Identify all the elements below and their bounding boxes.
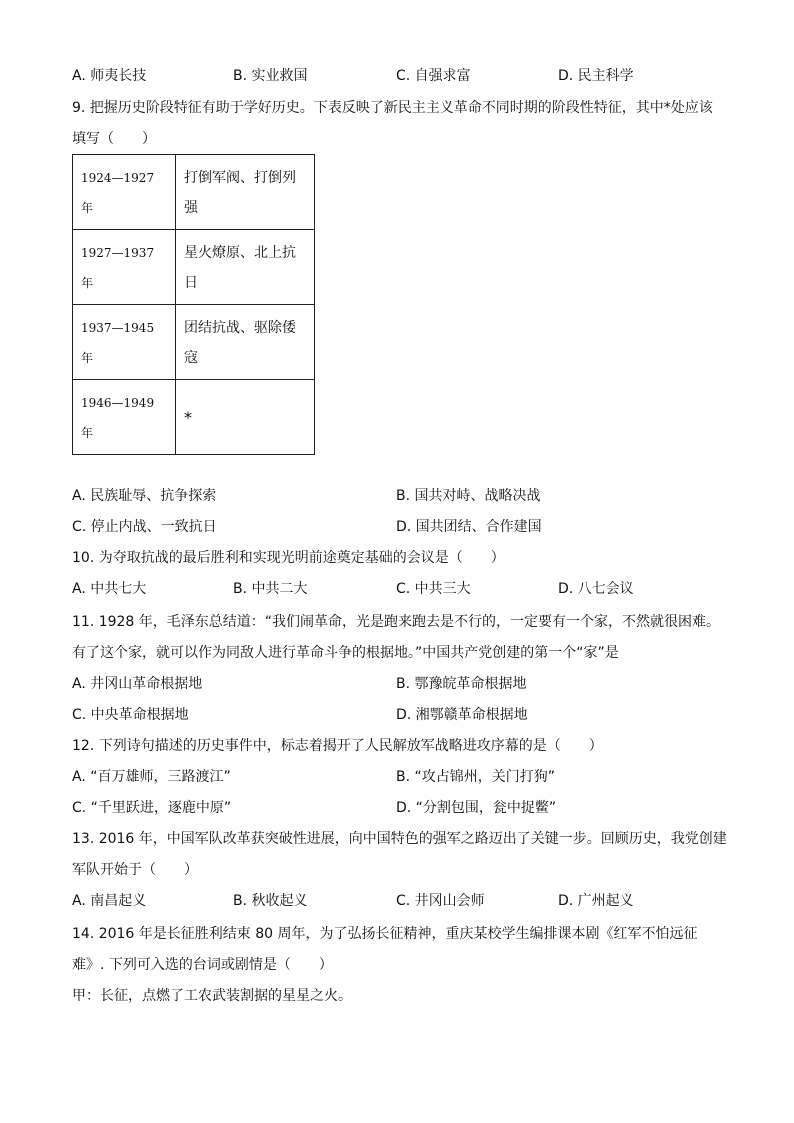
q11-option-b: B. 鄂豫皖革命根据地 <box>396 676 527 692</box>
year-range: 1946—1949 <box>81 396 155 410</box>
q9-table <box>72 154 315 455</box>
q12-option-a: A. “百万雄师，三路渡江” <box>72 769 231 785</box>
desc-line1: 星火燎原、北上抗 <box>184 245 296 261</box>
q10-option-a: A. 中共七大 <box>72 581 147 597</box>
year-suffix: 年 <box>81 426 94 440</box>
year-suffix: 年 <box>81 201 94 215</box>
year-suffix: 年 <box>81 276 94 290</box>
q11-stem-line2: 有了这个家，就可以作为同敌人进行革命斗争的根据地。”中国共产党创建的第一个“家”是 <box>72 645 619 661</box>
q9-option-b: B. 国共对峙、战略决战 <box>396 488 541 504</box>
desc-line2: 强 <box>184 200 198 216</box>
q8-option-a: A. 师夷长技 <box>72 68 147 84</box>
q9-option-a: A. 民族耻辱、抗争探索 <box>72 488 217 504</box>
year-range: 1927—1937 <box>81 246 155 260</box>
year-suffix: 年 <box>81 351 94 365</box>
table-cell-year <box>73 380 176 455</box>
q9-stem-line1: 9. 把握历史阶段特征有助于学好历史。下表反映了新民主主义革命不同时期的阶段性特征，其中*处应该 <box>72 100 713 116</box>
table-cell-desc <box>176 305 315 380</box>
q10-option-d: D. 八七会议 <box>558 581 634 597</box>
table-row <box>73 230 315 305</box>
q10-stem: 10. 为夺取抗战的最后胜利和实现光明前途奠定基础的会议是（ ） <box>72 550 505 566</box>
q12-option-d: D. “分割包围，瓮中捉鳖” <box>396 800 557 816</box>
table-cell-year <box>73 305 176 380</box>
q11-option-c: C. 中央革命根据地 <box>72 707 189 723</box>
q9-stem-line2: 填写（ ） <box>72 131 156 147</box>
q8-option-b: B. 实业救国 <box>233 68 308 84</box>
q14-stem-line1: 14. 2016 年是长征胜利结束 80 周年，为了弘扬长征精神，重庆某校学生编排课本剧《红军不怕远征 <box>72 926 698 942</box>
desc-line1: 打倒军阀、打倒列 <box>184 170 296 186</box>
q12-option-c: C. “千里跃进，逐鹿中原” <box>72 800 232 816</box>
q14-stem-line3: 甲：长征，点燃了工农武装割据的星星之火。 <box>72 988 352 1004</box>
q12-stem: 12. 下列诗句描述的历史事件中，标志着揭开了人民解放军战略进攻序幕的是（ ） <box>72 738 603 754</box>
q9-option-d: D. 国共团结、合作建国 <box>396 519 542 535</box>
desc-line1: 团结抗战、驱除倭 <box>184 320 296 336</box>
q8-option-d: D. 民主科学 <box>558 68 634 84</box>
desc-line2: 日 <box>184 275 198 291</box>
table-cell-blank <box>176 380 315 455</box>
q13-option-d: D. 广州起义 <box>558 893 634 909</box>
table-row <box>73 380 315 455</box>
table-row <box>73 155 315 230</box>
year-range: 1924—1927 <box>81 171 155 185</box>
q12-option-b: B. “攻占锦州，关门打狗” <box>396 769 556 785</box>
q11-option-d: D. 湘鄂赣革命根据地 <box>396 707 528 723</box>
year-range: 1937—1945 <box>81 321 155 335</box>
q10-option-b: B. 中共二大 <box>233 581 308 597</box>
q13-stem-line1: 13. 2016 年，中国军队改革获突破性进展，向中国特色的强军之路迈出了关键一步。回顾历史，我党创建 <box>72 831 727 847</box>
q10-option-c: C. 中共三大 <box>396 581 471 597</box>
table-cell-year <box>73 155 176 230</box>
table-row <box>73 305 315 380</box>
q13-option-b: B. 秋收起义 <box>233 893 308 909</box>
q11-stem-line1: 11. 1928 年，毛泽东总结道：“我们闹革命，光是跑来跑去是不行的，一定要有一个家，不然就很困难。 <box>72 614 721 630</box>
table-cell-year <box>73 230 176 305</box>
q11-option-a: A. 井冈山革命根据地 <box>72 676 203 692</box>
q13-option-c: C. 井冈山会师 <box>396 893 485 909</box>
q9-option-c: C. 停止内战、一致抗日 <box>72 519 217 535</box>
table-cell-desc <box>176 155 315 230</box>
q13-option-a: A. 南昌起义 <box>72 893 147 909</box>
desc-line2: 寇 <box>184 350 198 366</box>
q14-stem-line2: 难》. 下列可入选的台词或剧情是（ ） <box>72 957 333 973</box>
table-cell-desc <box>176 230 315 305</box>
q8-option-c: C. 自强求富 <box>396 68 471 84</box>
q13-stem-line2: 军队开始于（ ） <box>72 862 198 878</box>
blank-asterisk: * <box>184 408 192 427</box>
